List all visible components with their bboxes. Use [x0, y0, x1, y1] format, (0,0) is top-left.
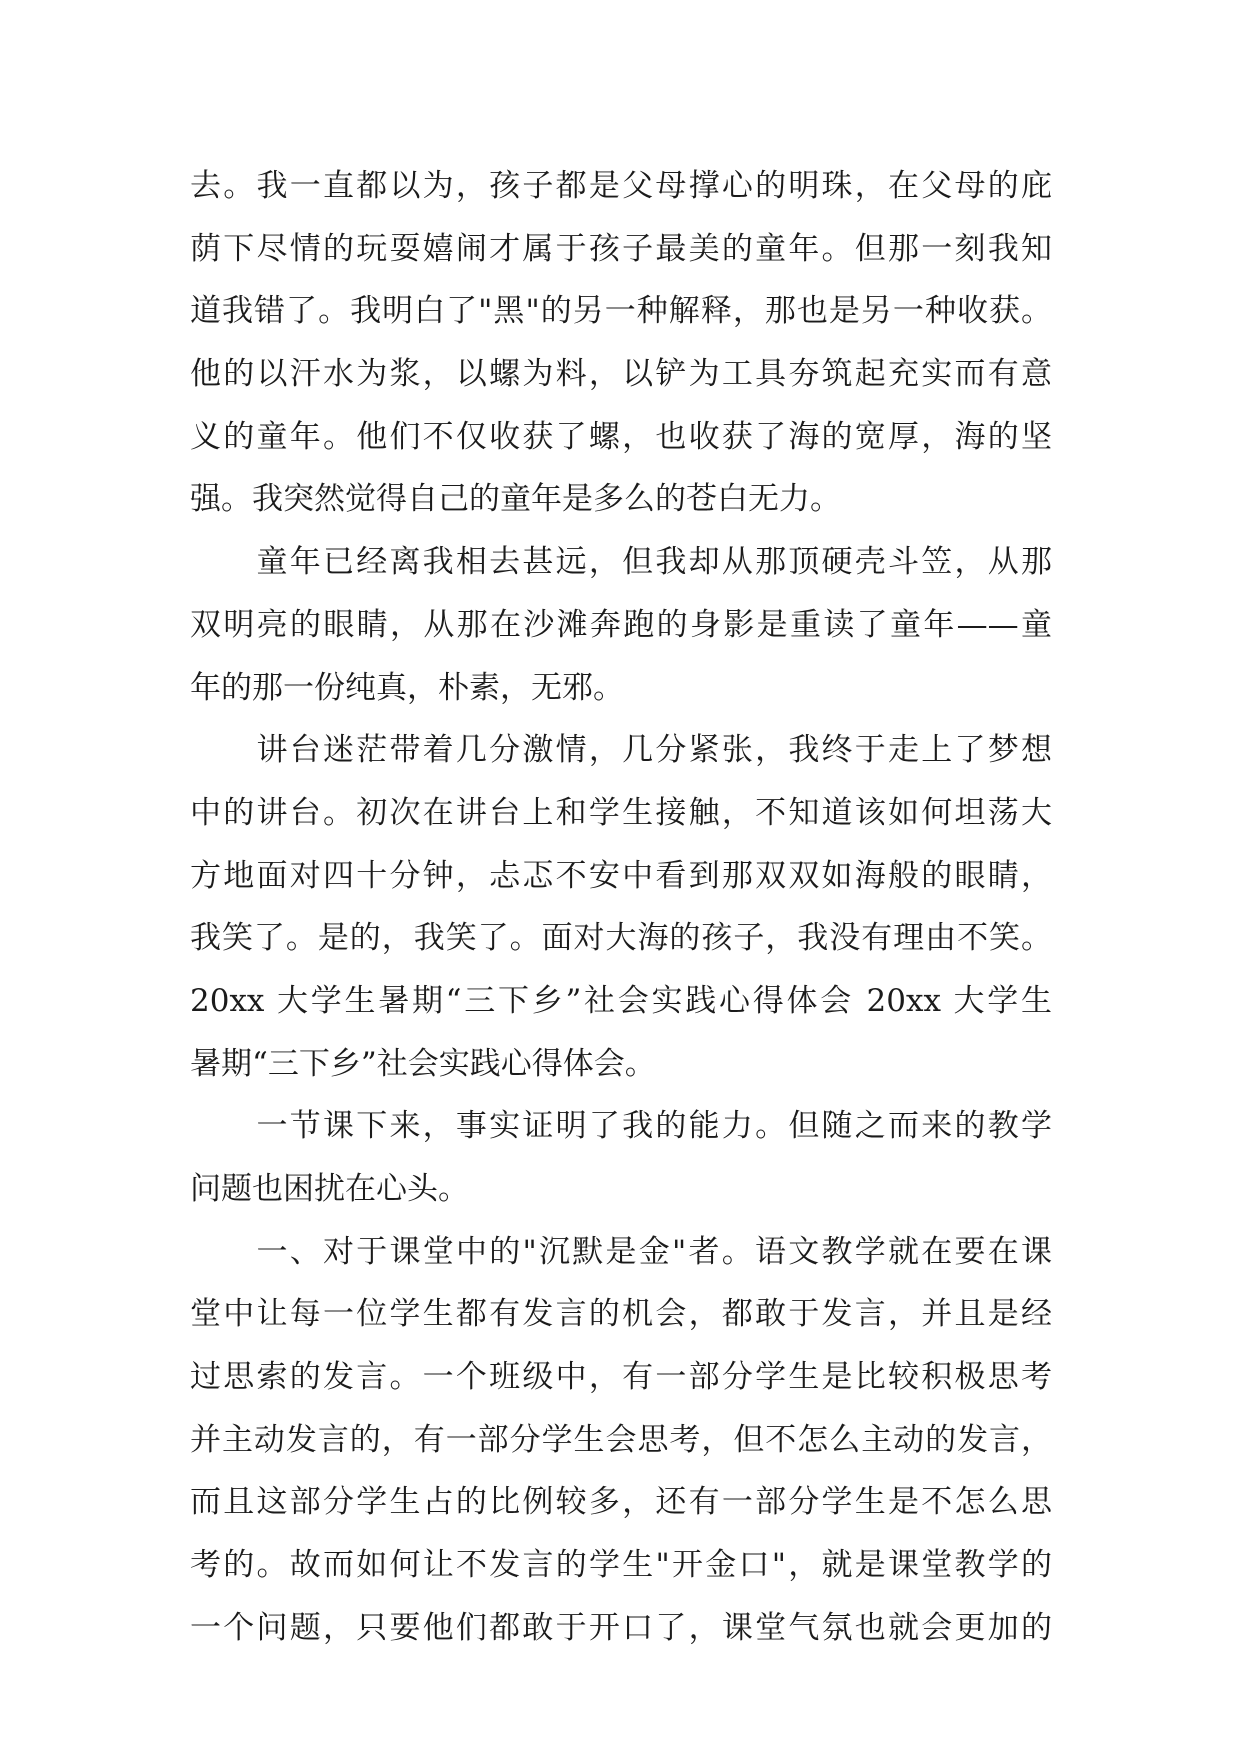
- text-line: 考的。故而如何让不发言的学生"开金口"，就是课堂教学的: [190, 1547, 1052, 1584]
- text-line: 我笑了。是的，我笑了。面对大海的孩子，我没有理由不笑。: [190, 920, 1052, 957]
- text-line: 一个问题，只要他们都敢于开口了，课堂气氛也就会更加的: [190, 1609, 1052, 1646]
- text-line: 并主动发言的，有一部分学生会思考，但不怎么主动的发言，: [190, 1421, 1052, 1458]
- text-line: 荫下尽情的玩耍嬉闹才属于孩子最美的童年。但那一刻我知: [190, 230, 1052, 267]
- paragraph-1: [190, 155, 1052, 531]
- text-line: 义的童年。他们不仅收获了螺，也收获了海的宽厚，海的坚: [190, 418, 1052, 455]
- text-line: 方地面对四十分钟，忐忑不安中看到那双双如海般的眼睛，: [190, 857, 1052, 894]
- text-line: 问题也困扰在心头。: [190, 1171, 469, 1207]
- paragraph-2: [190, 531, 1052, 719]
- text-line: 堂中让每一位学生都有发言的机会，都敢于发言，并且是经: [190, 1296, 1052, 1333]
- text-line: 双明亮的眼睛，从那在沙滩奔跑的身影是重读了童年——童: [190, 606, 1052, 643]
- paragraph-3: [190, 719, 1052, 1095]
- text-line: 讲台迷茫带着几分激情，几分紧张，我终于走上了梦想: [190, 732, 1052, 769]
- paragraph-5: [190, 1221, 1052, 1660]
- text-line: 一节课下来，事实证明了我的能力。但随之而来的教学: [190, 1108, 1052, 1145]
- text-line: 过思索的发言。一个班级中，有一部分学生是比较积极思考: [190, 1359, 1052, 1396]
- text-line: 年的那一份纯真，朴素，无邪。: [190, 669, 624, 706]
- text-line: 而且这部分学生占的比例较多，还有一部分学生是不怎么思: [190, 1484, 1052, 1521]
- text-line: 去。我一直都以为，孩子都是父母撑心的明珠，在父母的庇: [190, 168, 1052, 204]
- text-line: 暑期“三下乡”社会实践心得体会。: [190, 1045, 656, 1082]
- text-line: 他的以汗水为浆，以螺为料，以铲为工具夯筑起充实而有意: [190, 356, 1052, 393]
- text-line: 中的讲台。初次在讲台上和学生接触，不知道该如何坦荡大: [190, 794, 1052, 831]
- paragraph-4: [190, 1095, 1052, 1220]
- text-line: 强。我突然觉得自己的童年是多么的苍白无力。: [190, 481, 841, 518]
- text-line: 童年已经离我相去甚远，但我却从那顶硬壳斗笠，从那: [190, 544, 1052, 581]
- text-line: 20xx 大学生暑期“三下乡”社会实践心得体会 20xx 大学生: [190, 982, 1052, 1019]
- document-body: [190, 155, 1052, 1660]
- text-line: 一、对于课堂中的"沉默是金"者。语文教学就在要在课: [190, 1233, 1052, 1270]
- text-line: 道我错了。我明白了"黑"的另一种解释，那也是另一种收获。: [190, 293, 1052, 330]
